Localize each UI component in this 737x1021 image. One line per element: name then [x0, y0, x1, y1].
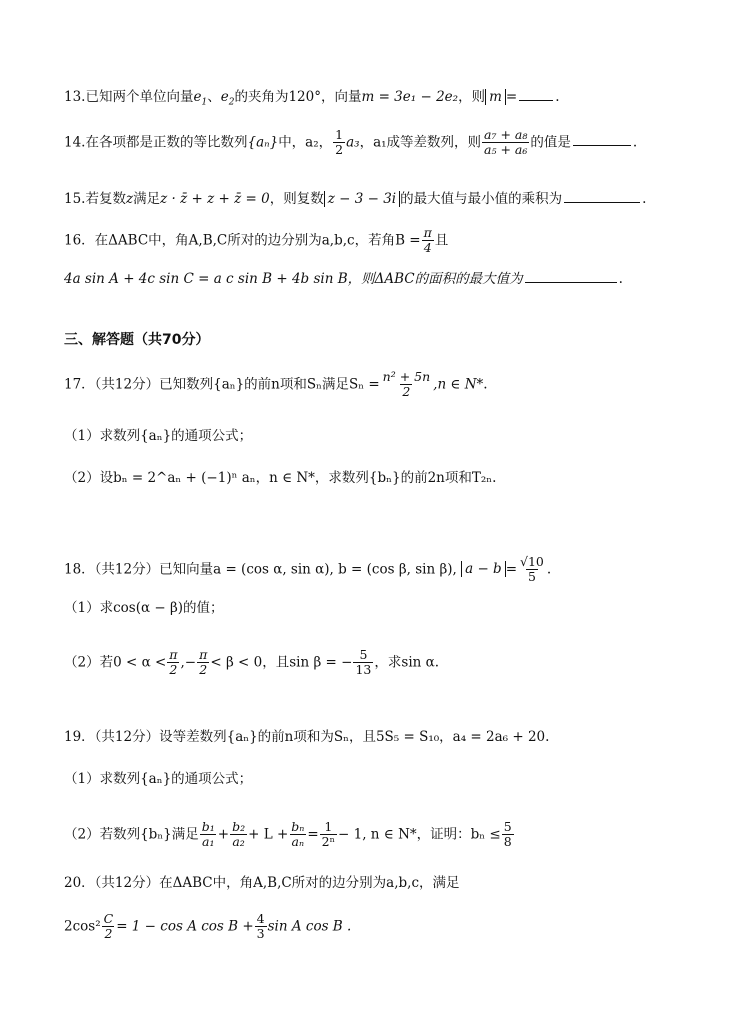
answer-blank [519, 88, 553, 101]
fraction-b1-a1: $\frac{\text{b₁}}{\text{a₁}}$ [201, 819, 215, 850]
q20-l2a: 2cos² [64, 918, 101, 935]
fraction-bn-an: $\frac{\text{bₙ}}{\text{aₙ}}$ [291, 819, 305, 850]
q19-eq: = [307, 826, 319, 843]
question-17: 17．（共12分）已知数列{aₙ}的前n项和Sₙ满足Sₙ = $\frac{\text{n² + 5n}}{2}$ ,n ∈ N*. [64, 369, 488, 400]
question-16-line1 [64, 226, 448, 256]
question-15: 15.若复数z满足z · z̄ + z + z̄ = 0，则复数 z − 3 − 3i 的最大值与最小值的乘积为 . [64, 191, 647, 207]
fraction-5-8: $\frac{5}{8}$ [503, 819, 512, 850]
q14-end: 的值是 [530, 134, 571, 151]
q13-expr: m = 3e₁ − 2e₂ [361, 89, 459, 105]
fraction-5-13: $\frac{5}{13}$ [355, 647, 372, 678]
q13-text2: 的夹角为120°，向量 [234, 89, 362, 105]
q17-text: 17．（共12分）已知数列{aₙ}的前n项和Sₙ满足Sₙ = [64, 376, 380, 393]
q13-text: 13.已知两个单位向量 [64, 89, 194, 105]
fraction-ratio: $\frac{\text{a₇ + a₈}}{\text{a₅ + a₆}}$ [484, 127, 528, 158]
q15-end: 的最大值与最小值的乘积为 [400, 191, 563, 207]
answer-blank [564, 190, 640, 203]
q14-mid2: ，a₁成等差数列，则 [359, 134, 482, 151]
question-17-part2: （2）设bₙ = 2^aₙ + (−1)ⁿ aₙ，n ∈ N*，求数列{bₙ}的前2n项和T₂ₙ. [64, 470, 497, 486]
q18-abs: a − b [461, 561, 506, 577]
q18-p2c: < β < 0，且sin β = − [210, 654, 353, 671]
q14-a3: a₃ [346, 134, 360, 151]
question-13 [64, 88, 559, 108]
question-20: 20．（共12分）在ΔABC中，角A,B,C所对的边分别为a,b,c，满足 [64, 875, 460, 891]
q14-mid: 中，a₂， [278, 134, 333, 151]
fraction-pi-4: $\frac{\pi}{4}$ [423, 225, 432, 256]
question-18-part1: （1）求cos(α − β)的值； [64, 600, 224, 616]
q18-eq: = [505, 561, 518, 578]
q15-z: z [125, 191, 134, 207]
q15-text: 15.若复数 [64, 191, 126, 207]
question-17-part1: （1）求数列{aₙ}的通项公式； [64, 428, 253, 444]
q15-mid: 满足 [133, 191, 161, 207]
fraction-c-2: $\frac{C}{2}$ [103, 911, 114, 942]
q19-p2a: （2）若数列{bₙ}满足 [64, 826, 199, 843]
fraction-half: $\frac{1}{2}$ [335, 127, 344, 158]
q13-text3: ，则 [458, 89, 486, 105]
q16-qie: 且 [434, 232, 449, 249]
vector-e2: $e_2$ [220, 89, 235, 108]
question-19-part1: （1）求数列{aₙ}的通项公式； [64, 771, 253, 787]
question-20-line2 [64, 912, 351, 942]
vector-e1: $e_1$ [193, 89, 208, 108]
q13-abs: m [485, 89, 506, 105]
q13-end: . [555, 89, 560, 105]
question-18: 18．（共12分）已知向量a = (cos α, sin α), b = (cos β, sin β), a − b = $\frac{√10}{5}$ . [64, 554, 552, 585]
fraction-b2-a2: $\frac{\text{b₂}}{\text{a₂}}$ [232, 819, 246, 850]
q18-p2d: ，求sin α. [374, 654, 440, 671]
fraction-sqrt10-5: $\frac{√10}{5}$ [520, 554, 544, 585]
q19-plus: + [217, 826, 230, 843]
q15-mid2: ，则复数 [269, 191, 324, 207]
q15-cond: z · z̄ + z + z̄ = 0 [160, 191, 270, 207]
q19-plus2: + L + [248, 826, 289, 843]
q19-p2b: − 1, n ∈ N*，证明：bₙ ≤ [338, 826, 501, 843]
q16-text2: 4a sin A + 4c sin C = a c sin B + 4b sin B，则ΔABC的面积的最大值为 [64, 271, 523, 287]
fraction-4-3: $\frac{4}{3}$ [256, 911, 265, 942]
q15-abs: z − 3 − 3i [324, 191, 400, 207]
answer-blank [573, 133, 631, 146]
question-18-part2 [64, 648, 439, 678]
q14-seq: {aₙ} [247, 134, 279, 151]
q20-l2c: sin A cos B . [267, 918, 352, 935]
fraction-sn: $\frac{\text{n² + 5n}}{2}$ [382, 369, 431, 400]
question-19: 19．（共12分）设等差数列{aₙ}的前n项和为Sₙ，且5S₅ = S₁₀，a₄ = 2a₆ + 20. [64, 729, 550, 745]
question-16-line2: 4a sin A + 4c sin C = a c sin B + 4b sin B，则ΔABC的面积的最大值为 . [64, 271, 623, 287]
q20-l2b: = 1 − cos A cos B + [116, 918, 254, 935]
q13-sep: 、 [207, 89, 221, 105]
q18-p2a: （2）若0 < α < [64, 654, 167, 671]
answer-blank [525, 270, 617, 283]
section-heading: 三、解答题（共70分） [64, 332, 210, 348]
fraction-pi-2b: $\frac{\pi}{2}$ [199, 647, 208, 678]
q13-eq: = [505, 89, 518, 105]
q18-text: 18．（共12分）已知向量a = (cos α, sin α), b = (cos β, sin β), [64, 561, 457, 578]
question-19-part2 [64, 820, 515, 850]
fraction-1-2n: $\frac{1}{\text{2ⁿ}}$ [321, 819, 336, 850]
q17-tail: ,n ∈ N* [433, 376, 484, 393]
fraction-pi-2: $\frac{\pi}{2}$ [169, 647, 178, 678]
q18-p2b: ,− [180, 654, 197, 671]
question-14: 14.在各项都是正数的等比数列{aₙ}中，a₂， $\frac{1}{2}$ a₃，a₁成等差数列，则 $\frac{\text{a₇ + a₈}}{\text{a₅ + a₆}}$ 的值是 . [64, 127, 638, 158]
q16-text: 16．在ΔABC中，角A,B,C所对的边分别为a,b,c，若角B = [64, 232, 421, 249]
q14-text: 14.在各项都是正数的等比数列 [64, 134, 248, 151]
